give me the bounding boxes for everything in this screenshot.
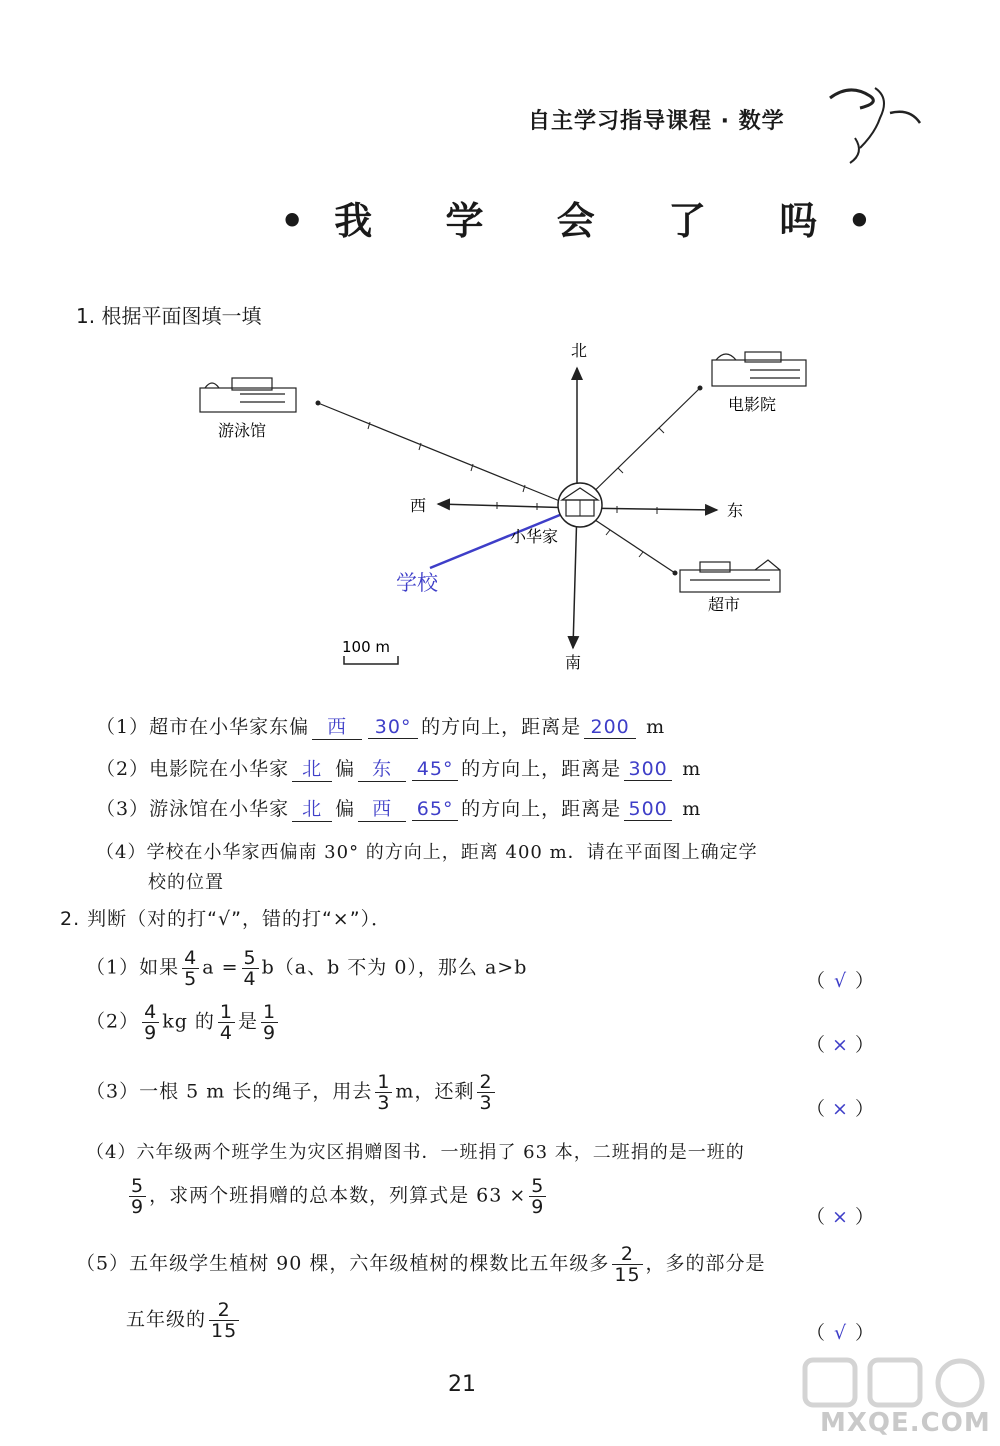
answer-mark: √ bbox=[833, 1322, 847, 1344]
answer-blank[interactable]: 30° bbox=[368, 716, 418, 739]
fraction: $\frac{2}{3}$ bbox=[479, 1071, 493, 1114]
direction-map bbox=[180, 330, 820, 670]
answer-blank[interactable]: 65° bbox=[412, 798, 458, 821]
ray-pool bbox=[318, 403, 577, 508]
answer-mark: × bbox=[832, 1206, 848, 1228]
answer-box[interactable]: （ × ） bbox=[806, 1098, 875, 1120]
home-icon bbox=[558, 483, 602, 527]
fraction: $\frac{5}{9}$ bbox=[131, 1175, 145, 1218]
answer-box[interactable]: （ √ ） bbox=[806, 1322, 875, 1344]
answer-blank[interactable]: 西 bbox=[358, 794, 406, 822]
answer-blank[interactable]: 西 bbox=[312, 712, 362, 740]
answer-blank[interactable]: 45° bbox=[412, 758, 458, 781]
fraction: $\frac{1}{3}$ bbox=[377, 1071, 391, 1114]
q2-item-5-line-1: （5）五年级学生植树 90 棵，六年级植树的棵数比五年级多 $\frac{2}{15}$ ，多的部分是 bbox=[76, 1243, 766, 1286]
section-title: •我 学 会 了 吗• bbox=[280, 198, 902, 243]
cinema-building-icon bbox=[712, 352, 806, 386]
fraction: $\frac{5}{4}$ bbox=[243, 947, 257, 990]
fraction: $\frac{2}{15}$ bbox=[614, 1243, 641, 1286]
south-axis bbox=[573, 508, 577, 648]
q2-item-2: （2） $\frac{4}{9}$ kg 的 $\frac{1}{4}$ 是 $\frac{1}{9}$ bbox=[86, 1001, 277, 1044]
label-market: 超市 bbox=[708, 595, 741, 614]
label-school: 学校 bbox=[396, 571, 438, 595]
label-cinema: 电影院 bbox=[728, 395, 777, 414]
label-north: 北 bbox=[571, 341, 588, 360]
answer-blank[interactable]: 300 bbox=[624, 758, 672, 781]
q2-item-4-line-2: $\frac{5}{9}$ ，求两个班捐赠的总本数，列算式是 63 × $\frac{5}{9}$ bbox=[131, 1175, 545, 1218]
answer-blank[interactable]: 北 bbox=[292, 794, 332, 822]
q2-item-5-line-2: 五年级的 $\frac{2}{15}$ bbox=[126, 1299, 238, 1342]
decorative-calligraphy-icon bbox=[820, 78, 930, 168]
answer-box[interactable]: （ × ） bbox=[806, 1206, 875, 1228]
q1-item-2: （2）电影院在小华家 北 偏 东 45° 的方向上，距离是 300 m bbox=[96, 754, 701, 782]
fraction: $\frac{5}{9}$ bbox=[531, 1175, 545, 1218]
answer-blank[interactable]: 500 bbox=[624, 798, 672, 821]
label-center: 小华家 bbox=[510, 527, 559, 546]
answer-blank[interactable]: 北 bbox=[292, 754, 332, 782]
label-west: 西 bbox=[410, 496, 427, 515]
question-1-title: 1. 根据平面图填一填 bbox=[76, 304, 262, 328]
answer-box[interactable]: （ √ ） bbox=[806, 970, 875, 992]
q1-item-1: （1）超市在小华家东偏 西 30° 的方向上，距离是 200 m bbox=[96, 712, 665, 740]
fraction: $\frac{1}{9}$ bbox=[263, 1001, 277, 1044]
q1-item-4-line-2: 校的位置 bbox=[148, 872, 224, 893]
question-2-title: 2. 判断（对的打“√”，错的打“×”）． bbox=[60, 908, 392, 930]
q2-item-3: （3）一根 5 m 长的绳子，用去 $\frac{1}{3}$ m，还剩 $\frac{2}{3}$ bbox=[86, 1071, 493, 1114]
answer-mark: √ bbox=[833, 970, 847, 992]
watermark-text: MXQE.COM bbox=[820, 1408, 991, 1438]
answer-blank[interactable]: 东 bbox=[358, 754, 406, 782]
answer-mark: × bbox=[832, 1034, 848, 1056]
answer-mark: × bbox=[832, 1098, 848, 1120]
label-south: 南 bbox=[565, 653, 582, 670]
label-pool: 游泳馆 bbox=[218, 421, 267, 440]
fraction: $\frac{4}{5}$ bbox=[184, 947, 198, 990]
fraction: $\frac{4}{9}$ bbox=[144, 1001, 158, 1044]
header-title: 自主学习指导课程 · 数学 bbox=[528, 109, 785, 134]
page-number: 21 bbox=[448, 1372, 476, 1397]
pool-building-icon bbox=[200, 378, 296, 412]
watermark-logo-icon bbox=[800, 1355, 990, 1410]
q2-item-4-line-1: （4）六年级两个班学生为灾区捐赠图书．一班捐了 63 本，二班捐的是一班的 bbox=[86, 1142, 745, 1163]
west-axis bbox=[438, 504, 577, 508]
q1-item-3: （3）游泳馆在小华家 北 偏 西 65° 的方向上，距离是 500 m bbox=[96, 794, 701, 822]
label-east: 东 bbox=[727, 501, 744, 520]
market-building-icon bbox=[680, 560, 780, 592]
answer-box[interactable]: （ × ） bbox=[806, 1034, 875, 1056]
scale-bar bbox=[344, 656, 398, 664]
q2-item-1: （1）如果 $\frac{4}{5}$ a = $\frac{5}{4}$ b（a、b 不为 0），那么 a>b bbox=[86, 947, 528, 990]
fraction: $\frac{1}{4}$ bbox=[219, 1001, 233, 1044]
fraction: $\frac{2}{15}$ bbox=[211, 1299, 238, 1342]
label-scale: 100 m bbox=[342, 638, 391, 656]
q1-item-4-line-1: （4）学校在小华家西偏南 30° 的方向上，距离 400 m．请在平面图上确定学 bbox=[96, 842, 758, 863]
answer-blank[interactable]: 200 bbox=[584, 716, 636, 739]
